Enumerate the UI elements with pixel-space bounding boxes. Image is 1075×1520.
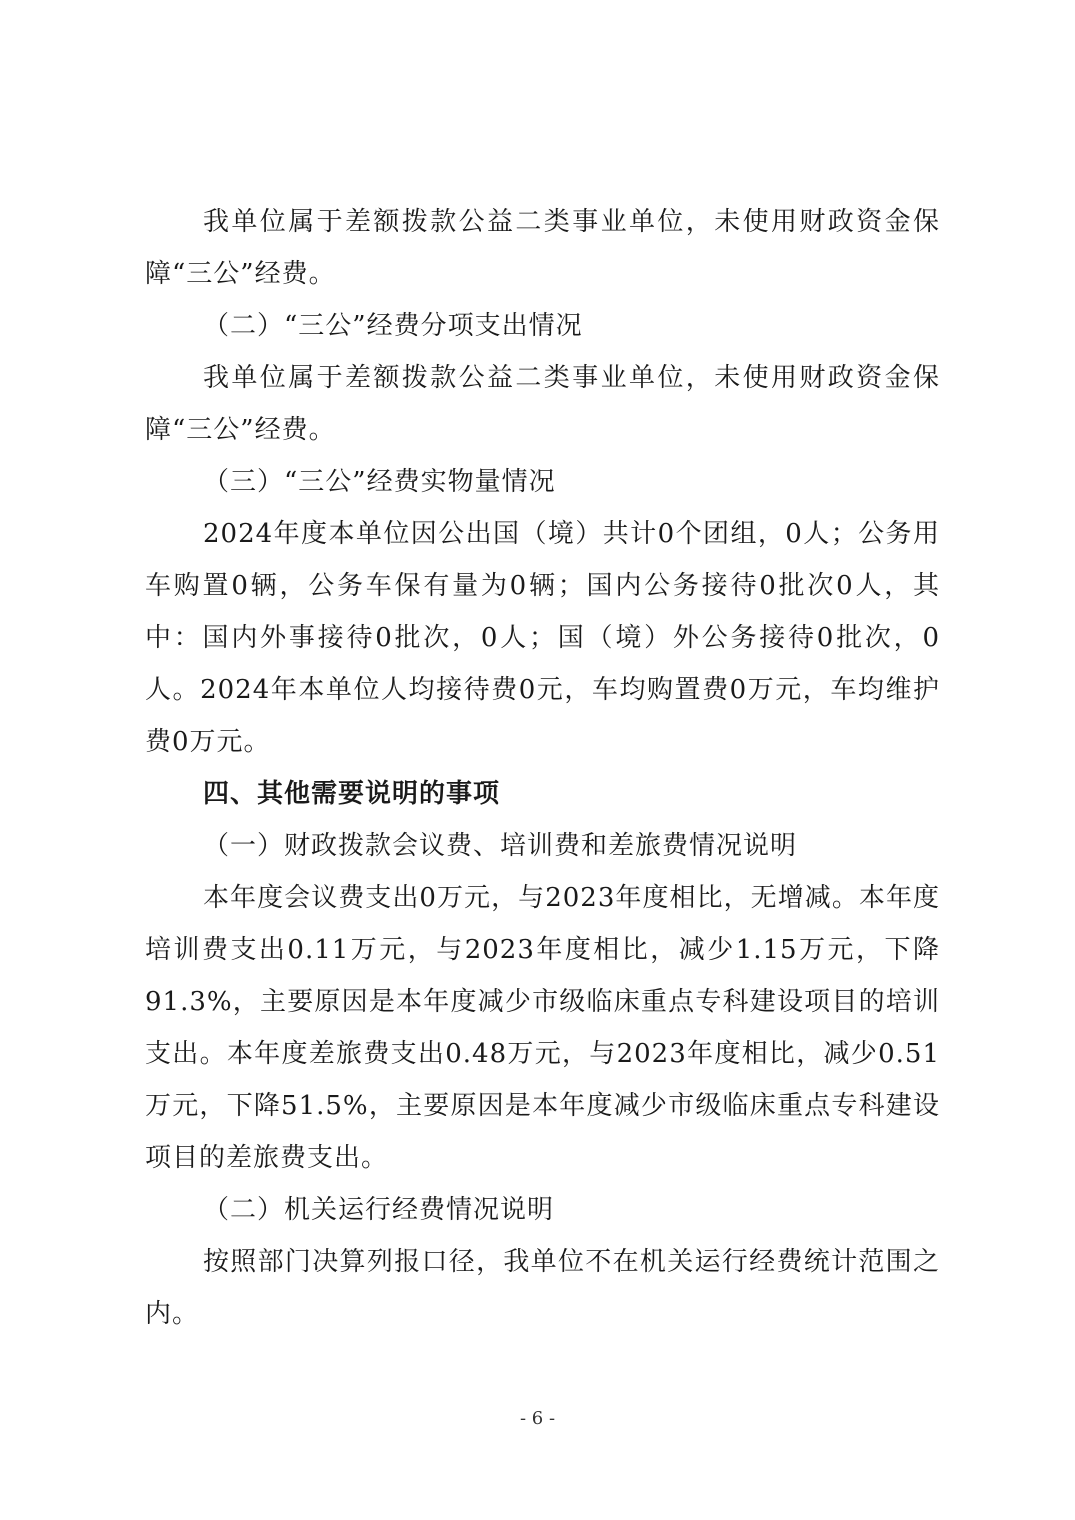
subheading-meeting-training-travel: （一）财政拨款会议费、培训费和差旅费情况说明: [203, 831, 798, 861]
subheading-physical-quantities: （三）“三公”经费实物量情况: [203, 467, 556, 497]
paragraph-physical-quantities: 2024年度本单位因公出国（境）共计0个团组，0人；公务用车购置0辆，公务车保有量为0辆；国内公务接待0批次0人，其中：国内外事接待0批次，0人；国（境）外公务接待0批次，0人。2024年本单位人均接待费0元，车均购置费0万元，车均维护费0万元。: [145, 519, 940, 757]
page-number: - 6 -: [519, 1408, 556, 1429]
section-heading-other-matters: 四、其他需要说明的事项: [203, 779, 501, 809]
paragraph-three-public-funds-note: 我单位属于差额拨款公益二类事业单位，未使用财政资金保障“三公”经费。: [145, 207, 940, 289]
paragraph-meeting-training-travel: 本年度会议费支出0万元，与2023年度相比，无增减。本年度培训费支出0.11万元，与2023年度相比，减少1.15万元，下降91.3%，主要原因是本年度减少市级临床重点专科建设项目的培训支出。本年度差旅费支出0.48万元，与2023年度相比，减少0.51万元，下降51.5%，主要原因是本年度减少市级临床重点专科建设项目的差旅费支出。: [145, 883, 940, 1173]
subheading-operating-funds: （二）机关运行经费情况说明: [203, 1195, 555, 1225]
subheading-itemized-expenses: （二）“三公”经费分项支出情况: [203, 311, 583, 341]
paragraph-itemized-expenses-note: 我单位属于差额拨款公益二类事业单位，未使用财政资金保障“三公”经费。: [145, 363, 940, 445]
page-body: [145, 196, 940, 1340]
paragraph-operating-funds: 按照部门决算列报口径，我单位不在机关运行经费统计范围之内。: [145, 1247, 940, 1329]
